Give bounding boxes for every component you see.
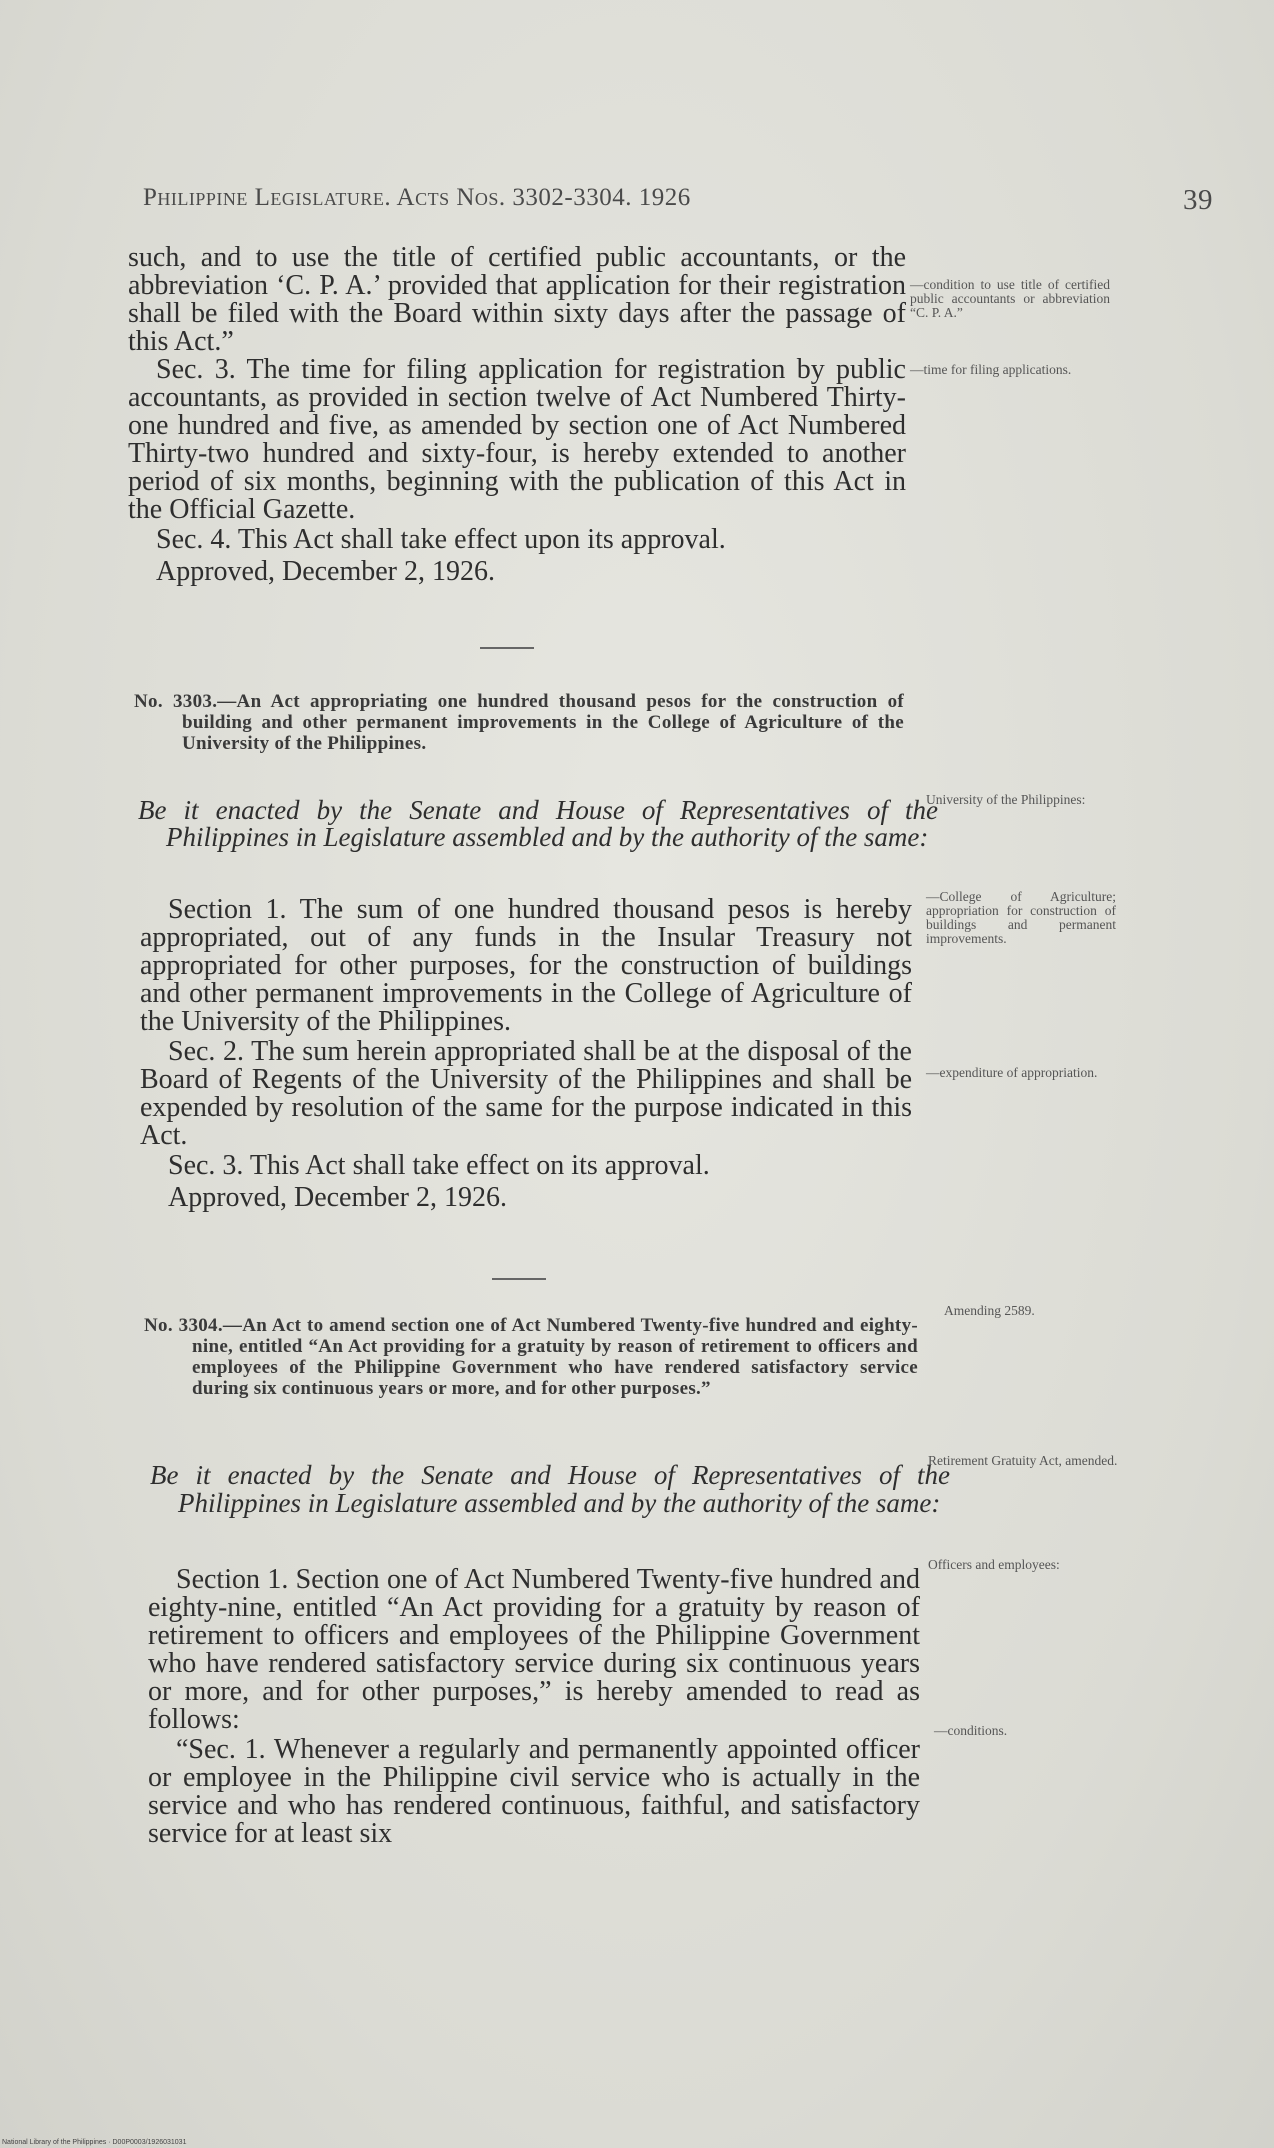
running-header (143, 184, 1213, 224)
page-number: 39 (1183, 184, 1213, 216)
act-heading-text: No. 3303.—An Act appropriating one hundred thousand pesos for the construction of building and other permanent improvements in the College of Agriculture of the University of the Philippines. (134, 691, 904, 754)
margin-note: —College of Agriculture; appropriation for construction of buildings and permanent improvements. (926, 889, 1116, 946)
margin-note: —conditions. (934, 1723, 1008, 1738)
margin-note: —time for filing applications. (910, 362, 1072, 377)
act-3304-heading (144, 1315, 918, 1399)
paragraph: Sec. 3. The time for filing application for registration by public accountants, as provided in section twelve of Act Numbered Thirty-one hundred and five, as amended by section one of Act Numbered Thirty-two hundred and sixty-four, is hereby extended to another period of six months, beginning with the publication of this Act in the Official Gazette. (128, 354, 906, 525)
quoted-section: “Sec. 1. Whenever a regularly and permanently appointed officer or employee in the Philippine civil service who is actually in the service and who has rendered continuous, faithful, and satisfactory service for at least six (148, 1734, 920, 1849)
enacting-text: Be it enacted by the Senate and House of Representatives of the Philippines in Legislature assembled and by the authority of the same: (150, 1460, 950, 1518)
section-divider (480, 647, 534, 649)
approval-line: Approved, December 2, 1926. (156, 556, 496, 587)
act-3303-body (140, 896, 912, 1212)
act-3303-heading (134, 691, 904, 754)
paragraph: such, and to use the title of certified public accountants, or the abbreviation ‘C. P. A.’ provided that application for their registration shall be filed with the Board within sixty days after the passage of this Act.” (128, 242, 906, 357)
section-divider (492, 1278, 546, 1280)
section-1: Section 1. The sum of one hundred thousand pesos is hereby appropriated, out of any funds in the Insular Treasury not appropriated for other purposes, for the construction of buildings and other permanent improvements in the College of Agriculture of the University of the Philippines. (140, 894, 912, 1037)
act-heading-text: No. 3304.—An Act to amend section one of Act Numbered Twenty-five hundred and eighty-nine, entitled “An Act providing for a gratuity by reason of retirement to officers and employees of the Philippine Government who have rendered satisfactory service during six continuous years or more, and for other purposes.” (144, 1315, 918, 1399)
enacting-clause (138, 797, 938, 851)
act-3302-continuation (128, 244, 906, 586)
margin-note: University of the Philippines: (926, 792, 1086, 807)
margin-note: —expenditure of appropriation. (926, 1065, 1098, 1080)
header-title: Philippine Legislature. Acts Nos. 3302-3304. 1926 (143, 184, 691, 211)
enacting-text: Be it enacted by the Senate and House of Representatives of the Philippines in Legislature assembled and by the authority of the same: (138, 795, 938, 852)
scan-footer-stamp: National Library of the Philippines · D00P0003/1926031031 (2, 2139, 187, 2146)
act-3304-body (148, 1566, 920, 1848)
section-3: Sec. 3. This Act shall take effect on its approval. (168, 1150, 710, 1181)
margin-note: Retirement Gratuity Act, amended. (928, 1453, 1118, 1468)
margin-note: Officers and employees: (928, 1557, 1060, 1572)
section-1: Section 1. Section one of Act Numbered Twenty-five hundred and eighty-nine, entitled “An Act providing for a gratuity by reason of retirement to officers and employees of the Philippine Government who have rendered satisfactory service during six continuous years or more, and for other purposes,” is hereby amended to read as follows: (148, 1564, 920, 1735)
enacting-clause (150, 1461, 950, 1517)
margin-note: Amending 2589. (944, 1303, 1035, 1318)
section-2: Sec. 2. The sum herein appropriated shall be at the disposal of the Board of Regents of the University of the Philippines and shall be expended by resolution of the same for the purpose indicated in this Act. (140, 1036, 912, 1151)
approval-line: Approved, December 2, 1926. (168, 1182, 508, 1213)
paragraph: Sec. 4. This Act shall take effect upon its approval. (156, 524, 726, 555)
margin-note: —condition to use title of certified public accountants or abbreviation “C. P. A.” (910, 277, 1110, 320)
